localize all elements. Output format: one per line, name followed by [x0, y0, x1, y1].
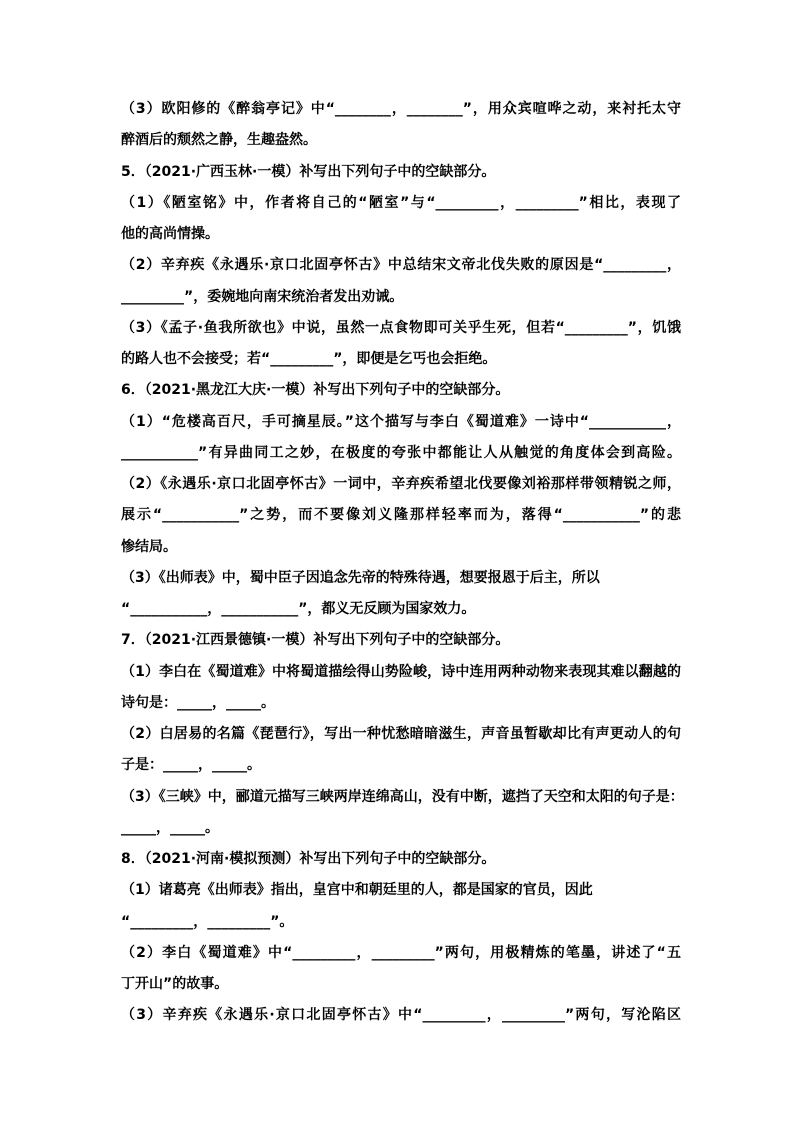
text-line: （3）欧阳修的《醉翁亭记》中“________，________”，用众宾喧哗之动，来衬托太守	[121, 101, 681, 117]
text-line: （2）《永遇乐·京口北固亭怀古》一词中，辛弃疾希望北伐要像刘裕那样带领精锐之师，	[121, 476, 681, 492]
text-line: 诗句是：_____，_____。	[121, 694, 275, 711]
text-line: （3）《三峡》中，郦道元描写三峡两岸连绵高山，没有中断，遮挡了天空和太阳的句子是：	[121, 788, 684, 805]
text-line: （3）辛弃疾《永遇乐·京口北固亭怀古》中“_________，_________”两句，写沦陷区	[121, 1007, 681, 1024]
question-heading: 8．（2021·河南·模拟预测）补写出下列句子中的空缺部分。	[121, 851, 496, 867]
text-line: （1）诸葛亮《出师表》指出，皇宫中和朝廷里的人，都是国家的官员，因此	[121, 882, 593, 899]
text-line: （3）《孟子·鱼我所欲也》中说，虽然一点食物即可关乎生死，但若“_________”，饥饿	[121, 319, 681, 336]
text-line: （1）《陋室铭》中，作者将自己的“陋室”与“_________，_________”相比，表现了	[121, 194, 681, 211]
question-heading: 7．（2021·江西景德镇·一模）补写出下列句子中的空缺部分。	[121, 632, 510, 649]
text-line: （2）李白《蜀道难》中“_________，_________”两句，用极精炼的笔墨，讲述了“五	[121, 944, 681, 961]
text-line: 惨结局。	[121, 538, 177, 555]
text-line: _____，_____。	[121, 819, 219, 836]
text-line: （1）李白在《蜀道难》中将蜀道描绘得山势险峻，诗中连用两种动物来表现其难以翻越的	[121, 663, 681, 680]
text-line: （3）《出师表》中，蜀中臣子因追念先帝的特殊待遇，想要报恩于后主，所以	[121, 569, 600, 586]
text-line: 的路人也不会接受；若“_________”，即便是乞丐也会拒绝。	[121, 351, 497, 367]
question-heading: 5．（2021·广西玉林·一模）补写出下列句子中的空缺部分。	[121, 163, 496, 180]
text-line: 醉酒后的颓然之静，生趣盎然。	[121, 132, 317, 149]
text-line: 展示“___________”之势，而不要像刘义隆那样轻率而为，落得“___________”的悲	[121, 507, 681, 524]
text-line: 他的高尚情操。	[121, 226, 219, 242]
document-page	[121, 94, 684, 1032]
text-line: _________”，委婉地向南宋统治者发出劝诫。	[121, 288, 404, 305]
text-line: 子是：_____，_____。	[121, 757, 261, 774]
text-line: （2）辛弃疾《永遇乐·京口北固亭怀古》中总结宋文帝北伐失败的原因是“_________，	[121, 257, 681, 274]
text-line: ___________”有异曲同工之妙，在极度的夸张中都能让人从触觉的角度体会到高险。	[121, 444, 681, 461]
question-heading: 6．（2021·黑龙江大庆·一模）补写出下列句子中的空缺部分。	[121, 382, 510, 399]
text-line: （1）“危楼高百尺，手可摘星辰。”这个描写与李白《蜀道难》一诗中“___________，	[121, 413, 681, 430]
text-line: “___________，___________”，都义无反顾为国家效力。	[121, 601, 476, 617]
text-line: （2）白居易的名篇《琵琶行》，写出一种忧愁暗暗滋生，声音虽暂歇却比有声更动人的句	[121, 726, 681, 742]
text-line: 丁开山”的故事。	[121, 976, 229, 992]
text-line: “_________，_________”。	[121, 913, 294, 930]
